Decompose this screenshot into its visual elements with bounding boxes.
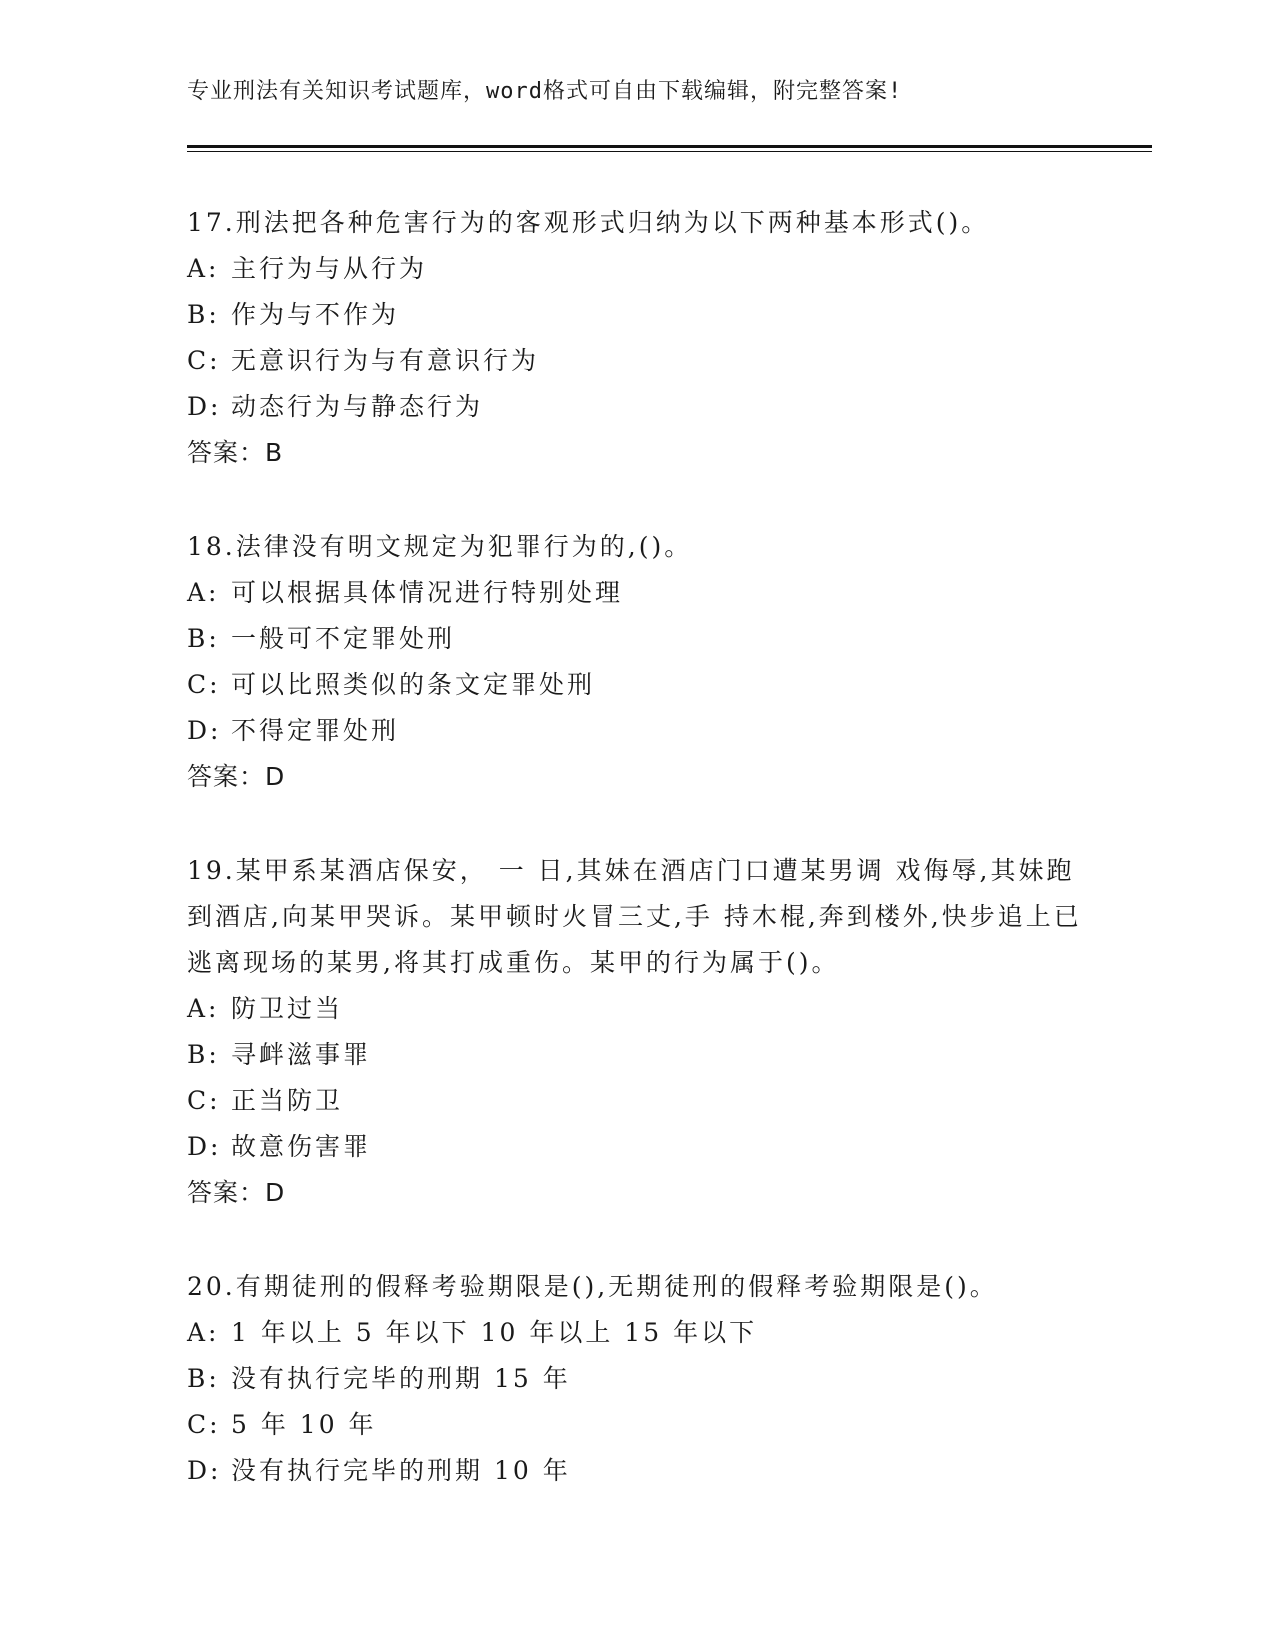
option-text: 不得定罪处刑 [231, 716, 400, 745]
option-b [187, 1356, 1087, 1402]
option-b [187, 1032, 1087, 1078]
question-stem: 18.法律没有明文规定为犯罪行为的,()。 [187, 532, 693, 561]
option-letter: C: [187, 1086, 221, 1115]
option-letter: C: [187, 346, 221, 375]
option-text: 主行为与从行为 [231, 254, 428, 283]
header-divider-thin [187, 151, 1152, 152]
option-d [187, 1448, 1087, 1494]
option-text: 寻衅滋事罪 [231, 1040, 372, 1069]
header-divider [187, 145, 1152, 148]
option-c [187, 662, 1087, 708]
option-letter: C: [187, 670, 221, 699]
option-text: 作为与不作为 [231, 300, 400, 329]
option-text: 动态行为与静态行为 [231, 392, 484, 421]
option-text: 无意识行为与有意识行为 [231, 346, 540, 375]
option-letter: D: [187, 1456, 222, 1485]
option-letter: C: [187, 1410, 221, 1439]
option-letter: A: [187, 1318, 220, 1347]
option-a [187, 986, 1087, 1032]
option-letter: B: [187, 300, 220, 329]
option-letter: B: [187, 1040, 220, 1069]
option-a [187, 570, 1087, 616]
option-c [187, 1078, 1087, 1124]
option-d [187, 708, 1087, 754]
option-letter: D: [187, 716, 222, 745]
option-letter: D: [187, 1132, 222, 1161]
option-letter: B: [187, 624, 220, 653]
option-text: 1 年以上 5 年以下 10 年以上 15 年以下 [231, 1318, 758, 1347]
option-b [187, 292, 1087, 338]
option-letter: B: [187, 1364, 220, 1393]
option-text: 没有执行完毕的刑期 15 年 [231, 1364, 571, 1393]
answer-line: 答案：B [187, 438, 284, 467]
option-text: 可以根据具体情况进行特别处理 [231, 578, 624, 607]
option-letter: A: [187, 994, 220, 1023]
question-17 [187, 200, 1087, 476]
question-19 [187, 848, 1087, 1216]
option-b [187, 616, 1087, 662]
answer-line: 答案：D [187, 762, 286, 791]
question-list [187, 200, 1087, 1542]
option-a [187, 246, 1087, 292]
option-text: 没有执行完毕的刑期 10 年 [231, 1456, 571, 1485]
option-text: 故意伤害罪 [231, 1132, 372, 1161]
option-letter: A: [187, 254, 220, 283]
page-header: 专业刑法有关知识考试题库，word格式可自由下载编辑，附完整答案! [187, 79, 903, 104]
option-text: 一般可不定罪处刑 [231, 624, 456, 653]
option-d [187, 1124, 1087, 1170]
answer-line: 答案：D [187, 1178, 286, 1207]
option-a [187, 1310, 1087, 1356]
option-c [187, 338, 1087, 384]
option-letter: D: [187, 392, 222, 421]
question-stem: 20.有期徒刑的假释考验期限是(),无期徒刑的假释考验期限是()。 [187, 1272, 998, 1301]
option-text: 可以比照类似的条文定罪处刑 [231, 670, 596, 699]
question-18 [187, 524, 1087, 800]
question-stem: 17.刑法把各种危害行为的客观形式归纳为以下两种基本形式()。 [187, 208, 990, 237]
question-20 [187, 1264, 1087, 1494]
option-d [187, 384, 1087, 430]
option-text: 正当防卫 [231, 1086, 344, 1115]
question-stem: 19.某甲系某酒店保安， 一 日,其妹在酒店门口遭某男调 戏侮辱,其妹跑到酒店,向某甲哭诉。某甲顿时火冒三丈,手 持木棍,奔到楼外,快步追上已逃离现场的某男,将其打成重伤。某甲的行为属于()。 [187, 856, 1082, 977]
option-c [187, 1402, 1087, 1448]
option-letter: A: [187, 578, 220, 607]
option-text: 5 年 10 年 [231, 1410, 377, 1439]
option-text: 防卫过当 [231, 994, 344, 1023]
